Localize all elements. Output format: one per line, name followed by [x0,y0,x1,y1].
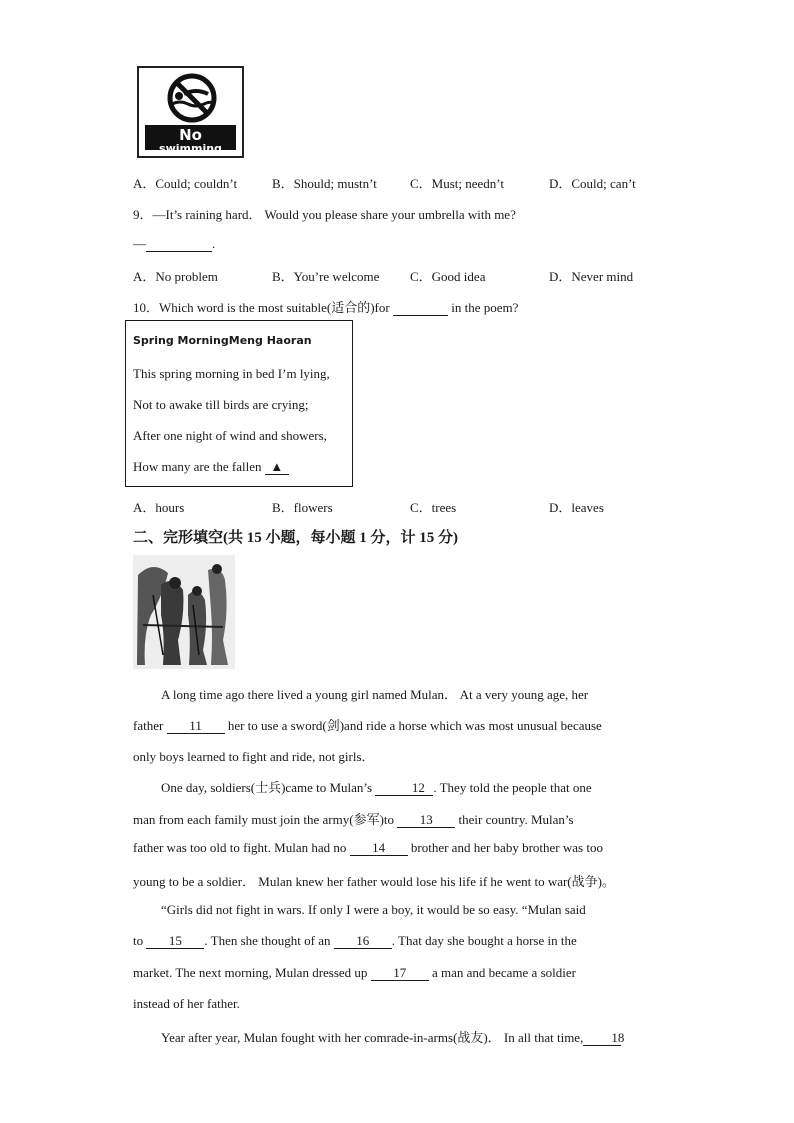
q9-stem: 9．—It’s raining hard． Would you please share your umbrella with me? [133,207,516,222]
passage-p4-line1: Year after year, Mulan fought with her comrade-in-arms(战友)． In all that time, 18 [161,1030,625,1045]
q10-option-d[interactable]: D．leaves [549,500,604,515]
passage-p2-line1: One day, soldiers(士兵)came to Mulan’s 12 . They told the people that one [161,780,592,795]
q8-option-d[interactable]: D．Could; can’t [549,176,636,191]
q10-option-a[interactable]: A．hours [133,500,185,515]
blank-18[interactable]: 18 [583,1031,621,1046]
blank-16[interactable]: 16 [334,934,392,949]
q9-option-d[interactable]: D．Never mind [549,269,634,284]
q10-blank[interactable] [393,301,448,316]
blank-11[interactable]: 11 [167,719,225,734]
q8-option-c[interactable]: C．Must; needn’t [410,176,505,191]
passage-p3-line4: instead of her father. [133,996,240,1011]
passage-p1-line3: only boys learned to fight and ride, not girls． [133,749,375,764]
blank-13[interactable]: 13 [397,813,455,828]
poem-blank-marker[interactable]: ▲ [265,460,289,475]
sign-label [145,125,236,155]
q9-blank[interactable] [146,237,212,252]
poem-line-4: How many are the fallen ▲ [133,459,289,475]
section-heading: 二、完形填空(共 15 小题，每小题 1 分，计 15 分) [133,530,458,546]
no-swimming-icon [144,72,241,124]
poem-line-3: After one night of wind and showers, [133,428,327,443]
blank-17[interactable]: 17 [371,966,429,981]
q9-option-a[interactable]: A．No problem [133,269,218,284]
passage-p3-line3: market. The next morning, Mulan dressed up 17 a man and became a soldier [133,965,576,980]
q9-option-b[interactable]: B．You’re welcome [272,269,380,284]
passage-p1-line2: father 11 her to use a sword(剑)and ride a horse which was most unusual because [133,718,602,733]
poem-line-1: This spring morning in bed I’m lying, [133,366,330,381]
q8-option-b[interactable]: B．Should; mustn’t [272,176,377,191]
q10-option-c[interactable]: C．trees [410,500,457,515]
sign-line1: No [179,126,202,144]
poem-line-2: Not to awake till birds are crying; [133,397,309,412]
q9-option-c[interactable]: C．Good idea [410,269,486,284]
q9-answer-line: — . [133,236,216,251]
passage-p2-line3: father was too old to fight. Mulan had no 14 brother and her baby brother was too [133,840,603,855]
blank-15[interactable]: 15 [146,934,204,949]
passage-p3-line1: “Girls did not fight in wars. If only I were a boy, it would be so easy. “Mulan said [161,902,586,917]
blank-12[interactable]: 12 [375,781,433,796]
passage-p2-line4: young to be a soldier． Mulan knew her father would lose his life if he went to war(战争)。 [133,874,615,889]
q8-option-a[interactable]: A．Could; couldn’t [133,176,238,191]
mulan-illustration [133,555,235,669]
poem-title: Spring MorningMeng Haoran [133,334,312,347]
q10-stem: 10．Which word is the most suitable(适合的)for in the poem? [133,300,519,315]
no-swimming-sign [137,66,244,158]
passage-p3-line2: to 15 . Then she thought of an 16 . That day she bought a horse in the [133,933,577,948]
mulan-figures-image [133,555,235,669]
sign-line2: swimming [159,142,222,155]
passage-p1-line1: A long time ago there lived a young girl named Mulan． At a very young age, her [161,687,589,702]
blank-14[interactable]: 14 [350,841,408,856]
passage-p2-line2: man from each family must join the army(参军)to 13 their country. Mulan’s [133,812,574,827]
q10-option-b[interactable]: B．flowers [272,500,333,515]
